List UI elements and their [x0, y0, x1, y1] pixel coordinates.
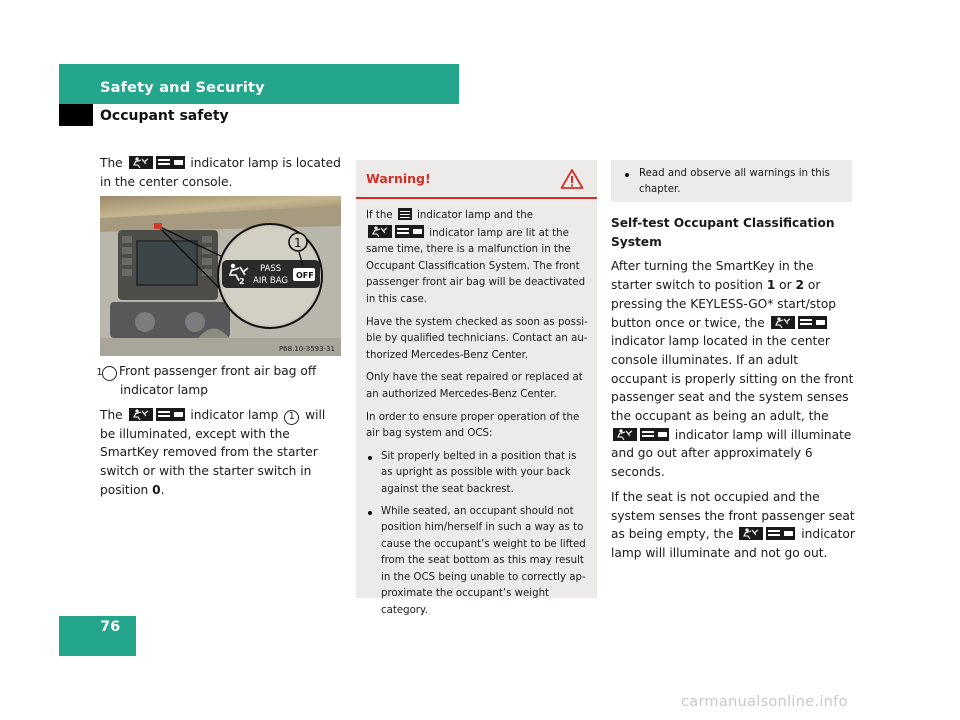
warning-paragraph: If the indicator lamp and the indicator lamp are lit at the same time, there is a malfunction in the Occupant Classification System. The front passenger front air bag will be deactivated in this case. — [366, 210, 586, 305]
selftest-paragraph: After turning the SmartKey in the starter switch to position 1 or 2 or pressing the KEYLESS-GO* start/stop button once or twice, the indicator lamp located in the center console illuminates. If an adult occupant is properly sitting on the front passenger seat and the system senses the occupant as being an adult, the indicator lamp will illuminate and go out after approximately 6 seconds. — [611, 259, 854, 480]
callout-number: 1 — [102, 366, 117, 381]
warning-paragraph: In order to ensure proper operation of the air bag system and OCS: — [366, 411, 580, 440]
left-column — [100, 154, 344, 197]
pass-air-bag-off-icon — [739, 527, 795, 540]
svg-text:2: 2 — [239, 277, 245, 286]
warning-bullet: While seated, an occupant should not position him/herself in such a way as to cause the occupant’s weight to be lifted from the seat bottom as this may result in the OCS being unable to correctly ap-proximate the occupant’s weight category. — [366, 504, 591, 620]
page-number: 76 — [100, 619, 121, 635]
warning-title: Warning! — [366, 171, 431, 186]
center-console-photo — [100, 196, 341, 356]
photo-lamp-label-airbag: AIR BAG — [253, 276, 289, 286]
watermark: carmanualsonline.info — [681, 694, 848, 710]
photo-callout-number: 1 — [294, 236, 302, 250]
warning-triangle-icon — [560, 168, 584, 190]
photo-lamp-label-pass: PASS — [260, 264, 282, 274]
pass-air-bag-off-icon — [771, 316, 827, 329]
right-column — [611, 214, 855, 569]
srs-icon — [398, 208, 412, 220]
note-text: Read and observe all warnings in this chapter. — [623, 166, 845, 198]
subsection-title: Occupant safety — [100, 108, 229, 124]
callout-number: 1 — [284, 410, 299, 425]
section-heading: Self-test Occupant Classification System — [611, 216, 835, 249]
section-title: Safety and Security — [100, 80, 265, 96]
pass-air-bag-off-icon — [368, 225, 424, 238]
legend-item: 1 Front passenger front air bag off indicator lamp — [96, 364, 317, 397]
warning-paragraph: Only have the seat repaired or replaced at an authorized Mercedes-Benz Center. — [366, 372, 583, 400]
warning-body — [366, 208, 591, 625]
warning-box — [356, 160, 597, 617]
warning-header — [356, 160, 597, 199]
pass-air-bag-off-icon — [129, 156, 185, 169]
left-column-lower — [96, 362, 344, 506]
photo-code: P68.10-3593-31 — [278, 345, 335, 353]
lamp-paragraph: The indicator lamp 1 will be illuminated, except with the SmartKey removed from the starter switch or with the starter switch in position 0. — [100, 407, 326, 497]
page-number-bar — [59, 616, 136, 656]
selftest-paragraph: If the seat is not occupied and the system senses the front passenger seat as being empty, the indicator lamp will illuminate and not go out. — [611, 489, 855, 560]
note-box — [611, 160, 852, 202]
pass-air-bag-off-icon — [129, 408, 185, 421]
intro-paragraph: The indicator lamp is located in the center console. — [100, 156, 341, 189]
subsection-marker — [59, 104, 93, 126]
photo-lamp-label-off: OFF — [296, 271, 314, 280]
warning-paragraph: Have the system checked as soon as possi-ble by qualified technicians. Contact an au-thorized Mercedes-Benz Center. — [366, 316, 588, 361]
warning-bullet: Sit properly belted in a position that is as upright as possible with your back against the seat backrest. — [366, 449, 591, 499]
pass-air-bag-off-icon — [613, 428, 669, 441]
